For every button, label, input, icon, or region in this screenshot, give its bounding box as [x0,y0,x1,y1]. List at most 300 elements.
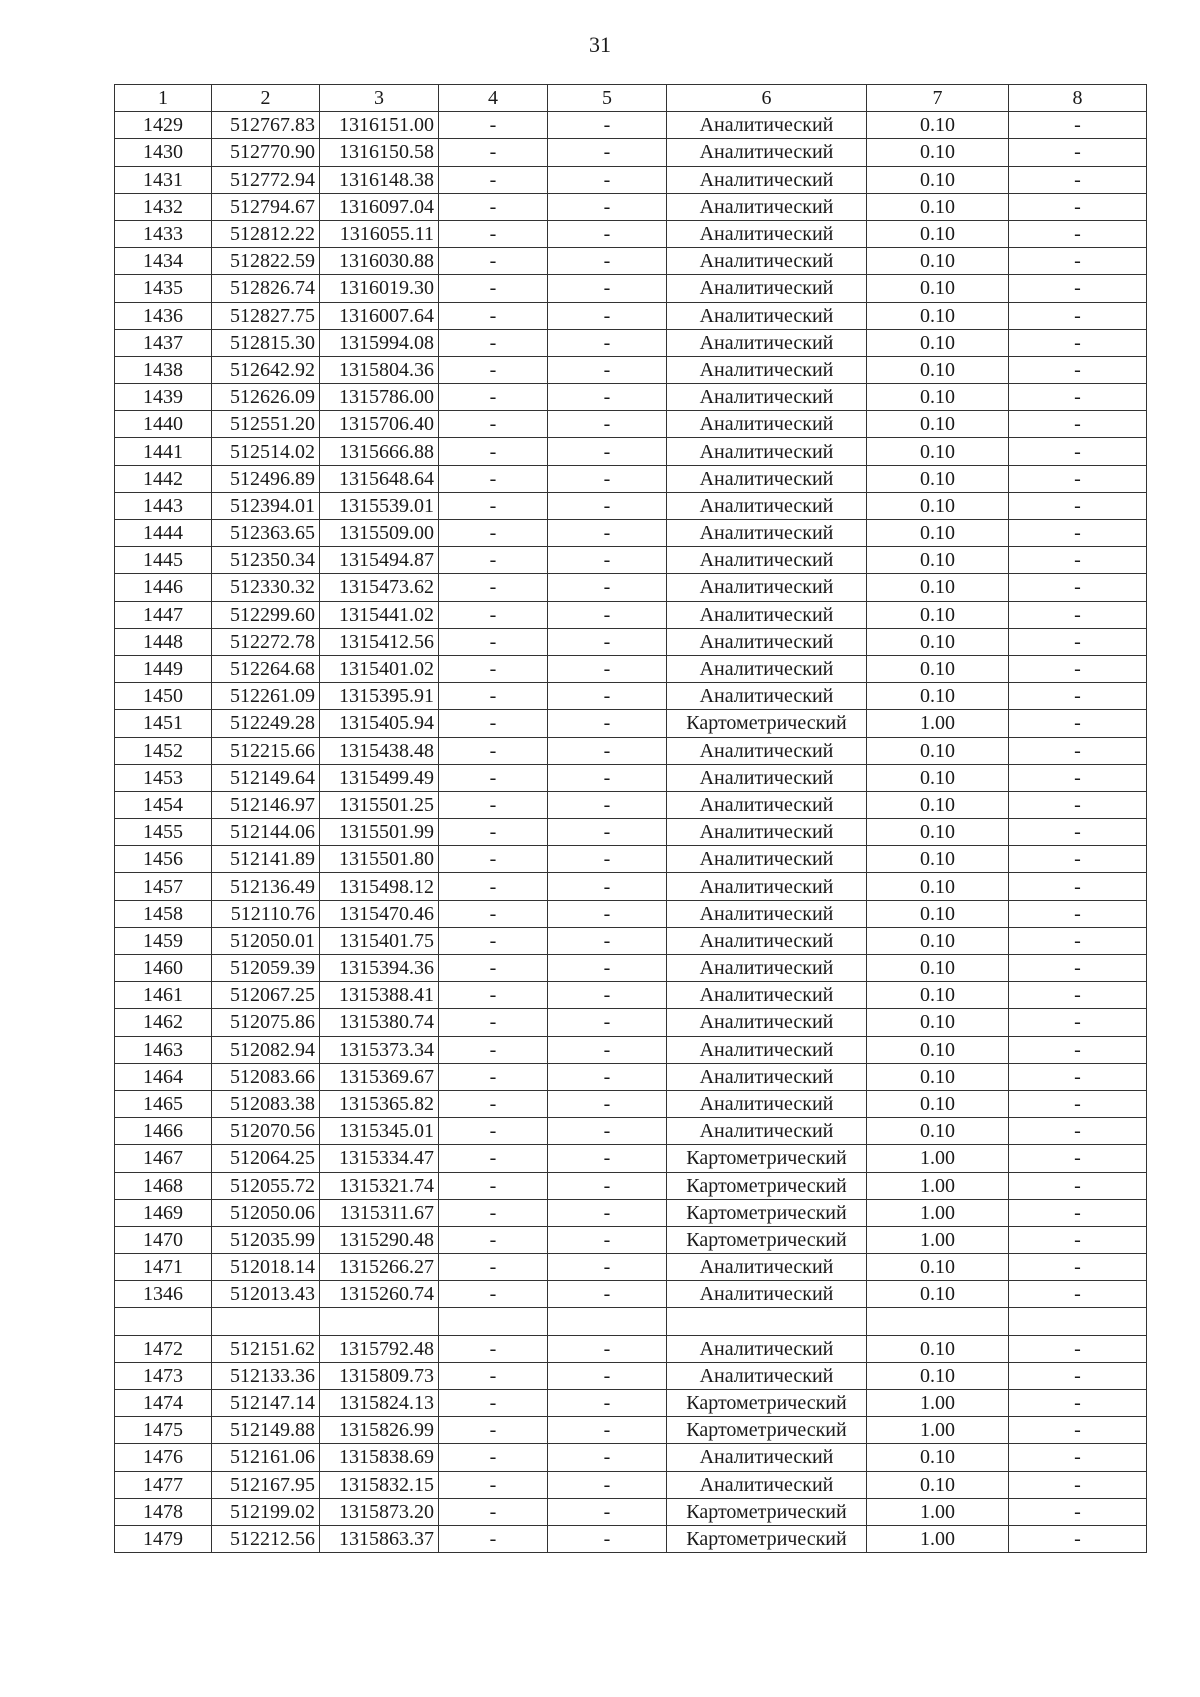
accuracy-cell: 0.10 [867,492,1009,519]
x-coordinate-cell [212,1308,320,1335]
column-8-cell: - [1009,628,1147,655]
y-coordinate-cell: 1316151.00 [320,112,439,139]
column-8-cell: - [1009,927,1147,954]
point-number-cell: 1346 [115,1281,212,1308]
column-4-cell: - [439,1525,548,1552]
y-coordinate-cell: 1315473.62 [320,574,439,601]
accuracy-cell: 0.10 [867,601,1009,628]
column-8-cell: - [1009,547,1147,574]
x-coordinate-cell: 512146.97 [212,791,320,818]
column-4-cell: - [439,1118,548,1145]
table-row [115,1036,1147,1063]
column-4-cell: - [439,1036,548,1063]
x-coordinate-cell: 512212.56 [212,1525,320,1552]
point-number-cell: 1433 [115,220,212,247]
column-5-cell: - [548,1281,667,1308]
point-number-cell [115,1308,212,1335]
coordinates-table [114,84,1147,1553]
y-coordinate-cell: 1316030.88 [320,248,439,275]
method-cell: Картометрический [667,1226,867,1253]
point-number-cell: 1429 [115,112,212,139]
column-8-cell: - [1009,737,1147,764]
point-number-cell: 1445 [115,547,212,574]
accuracy-cell: 0.10 [867,683,1009,710]
method-cell: Картометрический [667,1199,867,1226]
column-header: 4 [439,85,548,112]
column-5-cell: - [548,1498,667,1525]
column-4-cell: - [439,465,548,492]
point-number-cell: 1462 [115,1009,212,1036]
accuracy-cell: 1.00 [867,1199,1009,1226]
table-row [115,1471,1147,1498]
table-row [115,248,1147,275]
column-4-cell: - [439,927,548,954]
table-row [115,791,1147,818]
column-4-cell: - [439,1335,548,1362]
y-coordinate-cell: 1315648.64 [320,465,439,492]
accuracy-cell: 0.10 [867,275,1009,302]
x-coordinate-cell: 512272.78 [212,628,320,655]
column-5-cell: - [548,302,667,329]
method-cell: Картометрический [667,1390,867,1417]
column-8-cell: - [1009,1390,1147,1417]
accuracy-cell: 0.10 [867,220,1009,247]
point-number-cell: 1479 [115,1525,212,1552]
x-coordinate-cell: 512626.09 [212,384,320,411]
column-4-cell: - [439,112,548,139]
method-cell: Аналитический [667,683,867,710]
accuracy-cell: 0.10 [867,329,1009,356]
method-cell: Аналитический [667,1471,867,1498]
accuracy-cell: 0.10 [867,248,1009,275]
column-4-cell: - [439,411,548,438]
y-coordinate-cell: 1315412.56 [320,628,439,655]
method-cell: Аналитический [667,955,867,982]
column-5-cell: - [548,139,667,166]
column-8-cell: - [1009,846,1147,873]
column-8-cell [1009,1308,1147,1335]
method-cell: Аналитический [667,520,867,547]
method-cell: Аналитический [667,601,867,628]
y-coordinate-cell: 1315311.67 [320,1199,439,1226]
y-coordinate-cell: 1316019.30 [320,275,439,302]
y-coordinate-cell: 1315441.02 [320,601,439,628]
x-coordinate-cell: 512394.01 [212,492,320,519]
column-5-cell: - [548,1335,667,1362]
accuracy-cell [867,1308,1009,1335]
accuracy-cell: 0.10 [867,139,1009,166]
column-4-cell: - [439,791,548,818]
point-number-cell: 1466 [115,1118,212,1145]
column-5-cell: - [548,628,667,655]
column-4-cell: - [439,1090,548,1117]
table-row [115,302,1147,329]
point-number-cell: 1436 [115,302,212,329]
x-coordinate-cell: 512299.60 [212,601,320,628]
x-coordinate-cell: 512822.59 [212,248,320,275]
y-coordinate-cell: 1315470.46 [320,900,439,927]
column-4-cell: - [439,628,548,655]
column-5-cell: - [548,927,667,954]
method-cell: Аналитический [667,1281,867,1308]
column-header: 6 [667,85,867,112]
column-5-cell: - [548,1525,667,1552]
column-4-cell: - [439,1498,548,1525]
column-header: 1 [115,85,212,112]
column-5-cell: - [548,193,667,220]
x-coordinate-cell: 512149.88 [212,1417,320,1444]
column-4-cell: - [439,1362,548,1389]
column-4-cell: - [439,438,548,465]
x-coordinate-cell: 512767.83 [212,112,320,139]
accuracy-cell: 0.10 [867,384,1009,411]
column-8-cell: - [1009,1498,1147,1525]
column-8-cell: - [1009,1063,1147,1090]
column-4-cell: - [439,1063,548,1090]
point-number-cell: 1467 [115,1145,212,1172]
column-4-cell: - [439,683,548,710]
y-coordinate-cell: 1316148.38 [320,166,439,193]
column-5-cell: - [548,275,667,302]
y-coordinate-cell: 1315832.15 [320,1471,439,1498]
table-row [115,601,1147,628]
column-4-cell: - [439,1254,548,1281]
x-coordinate-cell: 512141.89 [212,846,320,873]
method-cell: Аналитический [667,819,867,846]
method-cell: Аналитический [667,764,867,791]
column-8-cell: - [1009,302,1147,329]
method-cell: Аналитический [667,384,867,411]
accuracy-cell: 0.10 [867,764,1009,791]
point-number-cell: 1440 [115,411,212,438]
y-coordinate-cell: 1315786.00 [320,384,439,411]
table-row [115,112,1147,139]
table-row [115,139,1147,166]
table-row [115,547,1147,574]
column-header: 5 [548,85,667,112]
point-number-cell: 1476 [115,1444,212,1471]
accuracy-cell: 1.00 [867,1390,1009,1417]
point-number-cell: 1439 [115,384,212,411]
column-8-cell: - [1009,356,1147,383]
table-row [115,1417,1147,1444]
method-cell: Аналитический [667,248,867,275]
column-4-cell: - [439,574,548,601]
y-coordinate-cell: 1315394.36 [320,955,439,982]
table-row [115,220,1147,247]
x-coordinate-cell: 512770.90 [212,139,320,166]
method-cell: Аналитический [667,220,867,247]
column-4-cell [439,1308,548,1335]
y-coordinate-cell: 1315863.37 [320,1525,439,1552]
accuracy-cell: 0.10 [867,846,1009,873]
point-number-cell: 1464 [115,1063,212,1090]
column-5-cell: - [548,1090,667,1117]
column-8-cell: - [1009,1145,1147,1172]
x-coordinate-cell: 512110.76 [212,900,320,927]
accuracy-cell: 0.10 [867,166,1009,193]
method-cell: Картометрический [667,1498,867,1525]
point-number-cell: 1460 [115,955,212,982]
y-coordinate-cell: 1315509.00 [320,520,439,547]
table-row [115,275,1147,302]
column-4-cell: - [439,737,548,764]
column-5-cell: - [548,900,667,927]
method-cell: Аналитический [667,465,867,492]
column-4-cell: - [439,819,548,846]
table-row [115,1390,1147,1417]
table-row [115,1226,1147,1253]
point-number-cell: 1469 [115,1199,212,1226]
x-coordinate-cell: 512264.68 [212,655,320,682]
y-coordinate-cell: 1315498.12 [320,873,439,900]
y-coordinate-cell: 1315365.82 [320,1090,439,1117]
table-row [115,900,1147,927]
accuracy-cell: 0.10 [867,628,1009,655]
table-row [115,764,1147,791]
table-row [115,1254,1147,1281]
y-coordinate-cell: 1315706.40 [320,411,439,438]
table-row [115,1009,1147,1036]
column-5-cell: - [548,248,667,275]
method-cell: Картометрический [667,1172,867,1199]
table-body [115,112,1147,1553]
method-cell: Аналитический [667,329,867,356]
table-row [115,411,1147,438]
column-5-cell: - [548,955,667,982]
y-coordinate-cell: 1315666.88 [320,438,439,465]
method-cell: Аналитический [667,737,867,764]
column-4-cell: - [439,1281,548,1308]
y-coordinate-cell: 1315809.73 [320,1362,439,1389]
column-8-cell: - [1009,819,1147,846]
column-8-cell: - [1009,1281,1147,1308]
method-cell: Аналитический [667,655,867,682]
method-cell: Аналитический [667,1335,867,1362]
y-coordinate-cell: 1315499.49 [320,764,439,791]
accuracy-cell: 0.10 [867,1063,1009,1090]
y-coordinate-cell: 1315290.48 [320,1226,439,1253]
column-8-cell: - [1009,1009,1147,1036]
y-coordinate-cell: 1315792.48 [320,1335,439,1362]
accuracy-cell: 0.10 [867,547,1009,574]
x-coordinate-cell: 512018.14 [212,1254,320,1281]
column-5-cell: - [548,601,667,628]
x-coordinate-cell: 512496.89 [212,465,320,492]
x-coordinate-cell: 512075.86 [212,1009,320,1036]
column-5-cell: - [548,1009,667,1036]
column-8-cell: - [1009,1417,1147,1444]
x-coordinate-cell: 512261.09 [212,683,320,710]
x-coordinate-cell: 512067.25 [212,982,320,1009]
y-coordinate-cell: 1315438.48 [320,737,439,764]
method-cell: Аналитический [667,1444,867,1471]
column-4-cell: - [439,1145,548,1172]
column-4-cell: - [439,1417,548,1444]
column-4-cell: - [439,1172,548,1199]
accuracy-cell: 0.10 [867,465,1009,492]
table-row [115,1498,1147,1525]
x-coordinate-cell: 512133.36 [212,1362,320,1389]
column-8-cell: - [1009,601,1147,628]
column-8-cell: - [1009,193,1147,220]
y-coordinate-cell: 1315401.02 [320,655,439,682]
method-cell: Аналитический [667,411,867,438]
column-8-cell: - [1009,655,1147,682]
x-coordinate-cell: 512147.14 [212,1390,320,1417]
method-cell: Картометрический [667,1417,867,1444]
y-coordinate-cell: 1315334.47 [320,1145,439,1172]
method-cell: Аналитический [667,492,867,519]
y-coordinate-cell: 1315388.41 [320,982,439,1009]
accuracy-cell: 1.00 [867,1525,1009,1552]
method-cell: Аналитический [667,846,867,873]
point-number-cell: 1435 [115,275,212,302]
column-4-cell: - [439,547,548,574]
point-number-cell: 1457 [115,873,212,900]
accuracy-cell: 0.10 [867,1254,1009,1281]
column-5-cell [548,1308,667,1335]
method-cell: Картометрический [667,710,867,737]
y-coordinate-cell: 1315826.99 [320,1417,439,1444]
column-8-cell: - [1009,982,1147,1009]
column-5-cell: - [548,166,667,193]
point-number-cell: 1453 [115,764,212,791]
y-coordinate-cell: 1315494.87 [320,547,439,574]
column-8-cell: - [1009,710,1147,737]
method-cell: Аналитический [667,900,867,927]
accuracy-cell: 0.10 [867,873,1009,900]
column-5-cell: - [548,1362,667,1389]
x-coordinate-cell: 512149.64 [212,764,320,791]
accuracy-cell: 1.00 [867,710,1009,737]
method-cell: Аналитический [667,356,867,383]
column-4-cell: - [439,139,548,166]
x-coordinate-cell: 512064.25 [212,1145,320,1172]
table-row [115,737,1147,764]
table-row [115,1525,1147,1552]
table-row [115,628,1147,655]
column-8-cell: - [1009,1172,1147,1199]
point-number-cell: 1454 [115,791,212,818]
x-coordinate-cell: 512144.06 [212,819,320,846]
table-row [115,1090,1147,1117]
column-8-cell: - [1009,873,1147,900]
table-row [115,193,1147,220]
table-row [115,356,1147,383]
table-row [115,1063,1147,1090]
page-number: 31 [589,32,611,57]
table-row [115,520,1147,547]
x-coordinate-cell: 512055.72 [212,1172,320,1199]
accuracy-cell: 0.10 [867,655,1009,682]
x-coordinate-cell: 512167.95 [212,1471,320,1498]
x-coordinate-cell: 512161.06 [212,1444,320,1471]
method-cell: Аналитический [667,1036,867,1063]
column-8-cell: - [1009,166,1147,193]
column-8-cell: - [1009,683,1147,710]
x-coordinate-cell: 512035.99 [212,1226,320,1253]
method-cell: Аналитический [667,927,867,954]
y-coordinate-cell: 1315369.67 [320,1063,439,1090]
point-number-cell: 1452 [115,737,212,764]
point-number-cell: 1474 [115,1390,212,1417]
column-5-cell: - [548,683,667,710]
y-coordinate-cell: 1315395.91 [320,683,439,710]
accuracy-cell: 0.10 [867,112,1009,139]
y-coordinate-cell: 1315804.36 [320,356,439,383]
column-8-cell: - [1009,1444,1147,1471]
column-4-cell: - [439,764,548,791]
accuracy-cell: 1.00 [867,1498,1009,1525]
column-5-cell: - [548,1226,667,1253]
method-cell: Аналитический [667,1009,867,1036]
accuracy-cell: 0.10 [867,737,1009,764]
method-cell: Аналитический [667,1090,867,1117]
table-row [115,384,1147,411]
table-row [115,492,1147,519]
column-4-cell: - [439,492,548,519]
column-8-cell: - [1009,1118,1147,1145]
method-cell: Аналитический [667,112,867,139]
point-number-cell: 1463 [115,1036,212,1063]
accuracy-cell: 0.10 [867,356,1009,383]
table-row [115,710,1147,737]
table-row [115,955,1147,982]
table-row [115,438,1147,465]
point-number-cell: 1477 [115,1471,212,1498]
column-5-cell: - [548,356,667,383]
column-8-cell: - [1009,1362,1147,1389]
accuracy-cell: 0.10 [867,1444,1009,1471]
point-number-cell: 1437 [115,329,212,356]
x-coordinate-cell: 512642.92 [212,356,320,383]
column-8-cell: - [1009,438,1147,465]
y-coordinate-cell: 1315345.01 [320,1118,439,1145]
column-5-cell: - [548,1444,667,1471]
x-coordinate-cell: 512249.28 [212,710,320,737]
column-5-cell: - [548,574,667,601]
column-5-cell: - [548,1417,667,1444]
accuracy-cell: 0.10 [867,438,1009,465]
accuracy-cell: 0.10 [867,819,1009,846]
column-5-cell: - [548,846,667,873]
column-4-cell: - [439,1471,548,1498]
column-5-cell: - [548,982,667,1009]
point-number-cell: 1446 [115,574,212,601]
point-number-cell: 1465 [115,1090,212,1117]
x-coordinate-cell: 512082.94 [212,1036,320,1063]
column-5-cell: - [548,1063,667,1090]
table-row [115,1362,1147,1389]
table-row [115,873,1147,900]
x-coordinate-cell: 512812.22 [212,220,320,247]
point-number-cell: 1455 [115,819,212,846]
method-cell: Аналитический [667,139,867,166]
method-cell: Аналитический [667,547,867,574]
y-coordinate-cell: 1315321.74 [320,1172,439,1199]
table-row [115,927,1147,954]
column-8-cell: - [1009,1525,1147,1552]
column-8-cell: - [1009,791,1147,818]
accuracy-cell: 0.10 [867,927,1009,954]
point-number-cell: 1458 [115,900,212,927]
y-coordinate-cell: 1315539.01 [320,492,439,519]
table-row [115,1172,1147,1199]
point-number-cell: 1442 [115,465,212,492]
table-row [115,166,1147,193]
point-number-cell: 1461 [115,982,212,1009]
